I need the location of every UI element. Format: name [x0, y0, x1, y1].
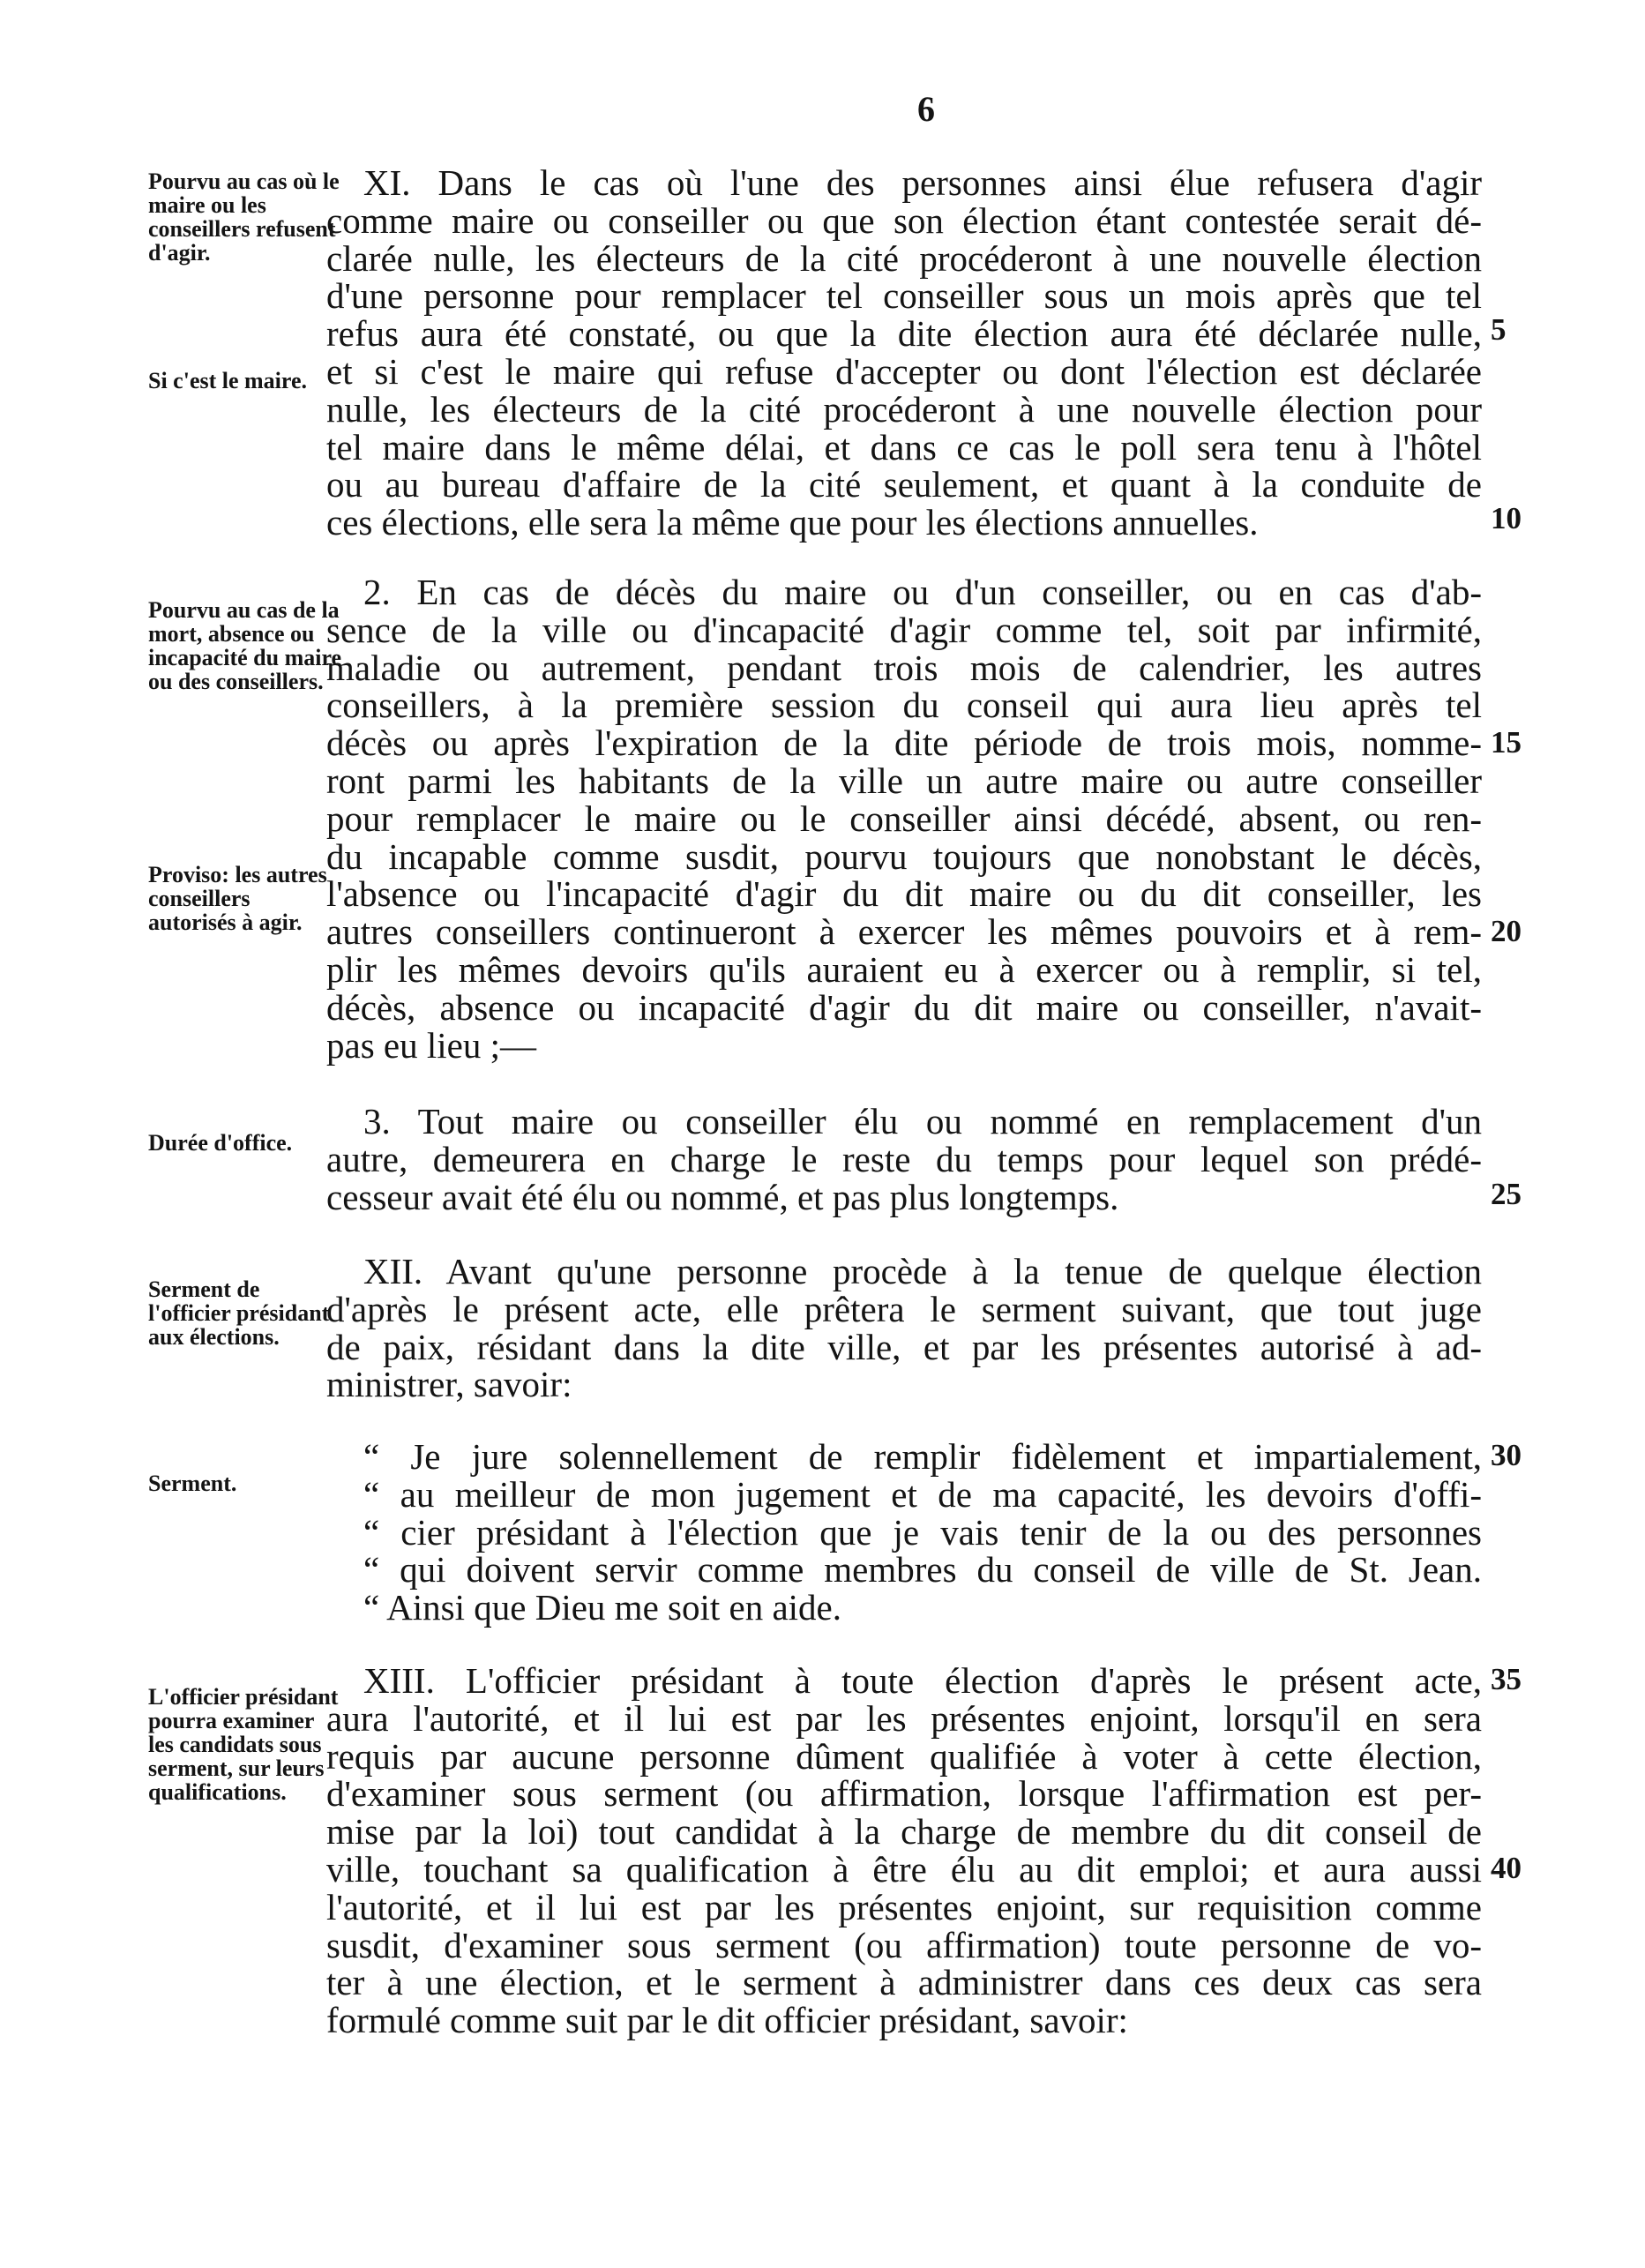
line-number: 10	[1491, 501, 1522, 535]
text-line: d'examiner sous serment (ou affirmation, lorsque l'affirmation est per-	[326, 1773, 1482, 1815]
section-xi-paragraph	[326, 164, 1482, 542]
text-line: maladie ou autrement, pendant trois mois de calendrier, les autres	[326, 647, 1482, 688]
text-line: décès, absence ou incapacité d'agir du dit maire ou conseiller, n'avait-	[326, 986, 1482, 1028]
line-number: 20	[1491, 914, 1522, 948]
text-line: de paix, résidant dans la dite ville, et par les présentes autorisé à ad-	[326, 1326, 1482, 1367]
text-line: 3. Tout maire ou conseiller élu ou nommé en remplacement d'un	[363, 1101, 1482, 1141]
line-number: 5	[1491, 312, 1507, 347]
text-line: ces élections, elle sera la même que pour les élections annuelles.	[326, 502, 1259, 543]
line-number: 30	[1491, 1438, 1522, 1472]
text-line: “ cier présidant à l'élection que je vais tenir de la ou des personnes	[363, 1511, 1482, 1553]
sidenote: Si c'est le maire.	[148, 368, 308, 393]
text-line: XII. Avant qu'une personne procède à la tenue de quelque élection	[363, 1251, 1482, 1291]
text-line: ront parmi les habitants de la ville un autre maire ou autre conseiller	[326, 760, 1482, 801]
text-line: conseillers, à la première session du conseil qui aura lieu après tel	[326, 685, 1482, 726]
text-line: refus aura été constaté, ou que la dite élection aura été déclarée nulle,	[326, 313, 1482, 355]
text-line: tel maire dans le même délai, et dans ce cas le poll sera tenu à l'hôtel	[326, 426, 1482, 468]
text-line: l'absence ou l'incapacité d'agir du dit maire ou du dit conseiller, les	[326, 873, 1482, 915]
sidenote: L'officier présidant pourra examiner les candidats sous serment, sur leurs qualifications.	[148, 1684, 339, 1805]
text-line: “ qui doivent servir comme membres du conseil de ville de St. Jean.	[363, 1549, 1482, 1591]
text-line: requis par aucune personne dûment qualifiée à voter à cette élection,	[326, 1735, 1482, 1777]
text-line: décès ou après l'expiration de la dite période de trois mois, nomme-	[326, 722, 1482, 764]
section-xiii-paragraph	[326, 1662, 1482, 2040]
text-line: XIII. L'officier présidant à toute élection d'après le présent acte,	[363, 1660, 1482, 1701]
text-line: clarée nulle, les électeurs de la cité procéderont à une nouvelle élection	[326, 237, 1482, 279]
text-line: plir les mêmes devoirs qu'ils auraient eu à exercer ou à remplir, si tel,	[326, 948, 1482, 990]
text-line: l'autorité, et il lui est par les présentes enjoint, sur requisition comme	[326, 1886, 1482, 1927]
text-line: formulé comme suit par le dit officier présidant, savoir:	[326, 2000, 1128, 2041]
oath-paragraph	[326, 1438, 1482, 1627]
section-xii-paragraph	[326, 1253, 1482, 1403]
line-number: 40	[1491, 1851, 1522, 1885]
page-number: 6	[917, 89, 935, 129]
line-number: 25	[1491, 1177, 1522, 1211]
text-line: cesseur avait été élu ou nommé, et pas plus longtemps.	[326, 1176, 1119, 1217]
section-3-paragraph	[326, 1103, 1482, 1216]
text-line: autres conseillers continueront à exercer les mêmes pouvoirs et à rem-	[326, 911, 1482, 953]
text-line: pour remplacer le maire ou le conseiller ainsi décédé, absent, ou ren-	[326, 797, 1482, 839]
text-line: ville, touchant sa qualification à être élu au dit emploi; et aura aussi	[326, 1848, 1482, 1890]
text-line: ministrer, savoir:	[326, 1364, 572, 1405]
text-line: nulle, les électeurs de la cité procéderont à une nouvelle élection pour	[326, 388, 1482, 430]
sidenote: Serment de l'officier présidant aux élections.	[148, 1276, 330, 1350]
text-line: “ Je jure solennellement de remplir fidèlement et impartialement,	[363, 1436, 1482, 1477]
text-line: autre, demeurera en charge le reste du temps pour lequel son prédé-	[326, 1138, 1482, 1179]
line-number: 35	[1491, 1662, 1522, 1696]
text-line: d'après le présent acte, elle prêtera le serment suivant, que tout juge	[326, 1288, 1482, 1329]
sidenote: Proviso: les autres conseillers autorisés à agir.	[148, 862, 327, 935]
text-line: du incapable comme susdit, pourvu toujours que nonobstant le décès,	[326, 835, 1482, 877]
text-line: sence de la ville ou d'incapacité d'agir comme tel, soit par infirmité,	[326, 609, 1482, 650]
text-line: ter à une élection, et le serment à administrer dans ces deux cas sera	[326, 1962, 1482, 2003]
sidenote: Serment.	[148, 1471, 237, 1496]
text-line: “ Ainsi que Dieu me soit en aide.	[363, 1587, 841, 1628]
text-line: pas eu lieu ;—	[326, 1024, 536, 1066]
text-line: XI. Dans le cas où l'une des personnes ainsi élue refusera d'agir	[363, 162, 1482, 203]
text-line: ou au bureau d'affaire de la cité seulement, et quant à la conduite de	[326, 464, 1482, 505]
text-line: susdit, d'examiner sous serment (ou affirmation) toute personne de vo-	[326, 1924, 1482, 1965]
text-line: “ au meilleur de mon jugement et de ma capacité, les devoirs d'offi-	[363, 1473, 1482, 1515]
line-number: 15	[1491, 725, 1522, 760]
sidenote: Durée d'office.	[148, 1130, 293, 1156]
text-line: mise par la loi) tout candidat à la charge de membre du dit conseil de	[326, 1811, 1482, 1853]
sidenote: Pourvu au cas de la mort, absence ou incapacité du maire ou des conseillers.	[148, 597, 342, 694]
text-line: et si c'est le maire qui refuse d'accepter ou dont l'élection est déclarée	[326, 350, 1482, 392]
text-line: d'une personne pour remplacer tel conseiller sous un mois après que tel	[326, 275, 1482, 317]
text-line: 2. En cas de décès du maire ou d'un conseiller, ou en cas d'ab-	[363, 572, 1482, 612]
section-2-paragraph	[326, 573, 1482, 1064]
text-line: comme maire ou conseiller ou que son élection étant contestée serait dé-	[326, 199, 1482, 241]
text-line: aura l'autorité, et il lui est par les présentes enjoint, lorsqu'il en sera	[326, 1697, 1482, 1739]
sidenote: Pourvu au cas où le maire ou les conseillers refusent d'agir.	[148, 168, 340, 266]
